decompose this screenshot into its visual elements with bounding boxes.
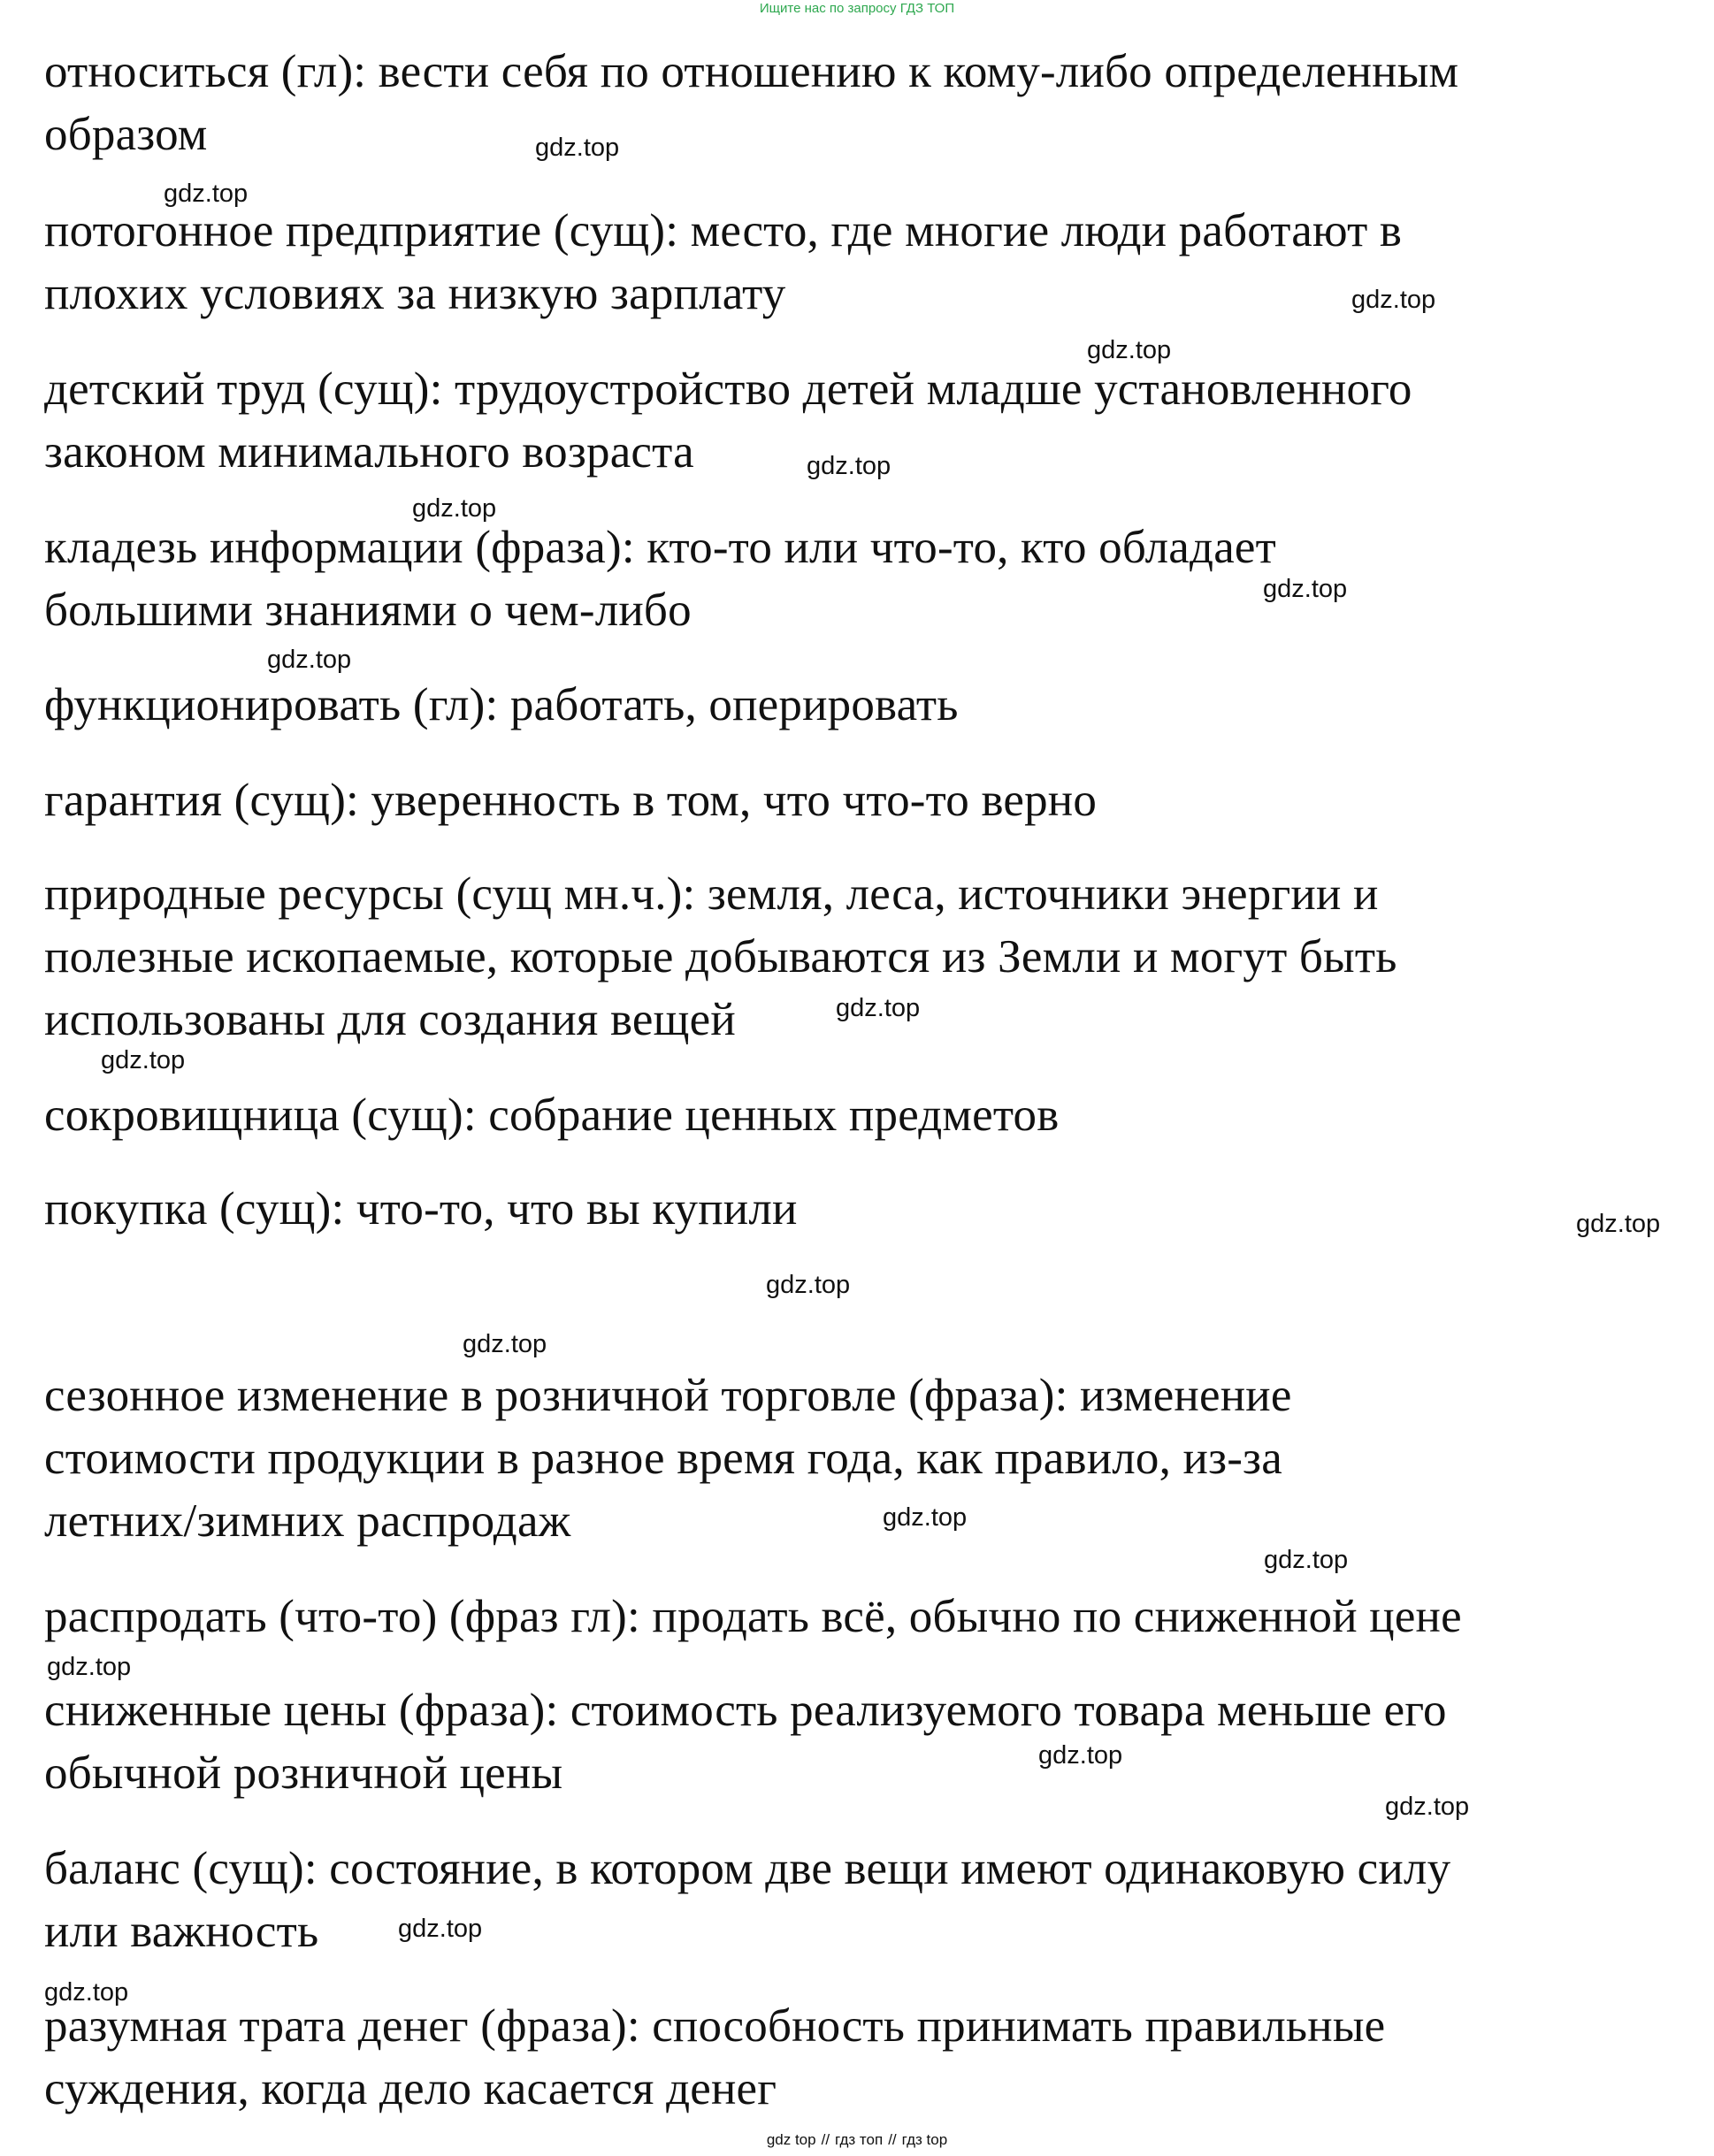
- definition-line: суждения, когда дело касается денег: [44, 2063, 777, 2114]
- watermark: gdz.top: [535, 134, 620, 162]
- definition-line: большими знаниями о чем-либо: [44, 585, 692, 636]
- definition-line: плохих условиях за низкую зарплату: [44, 268, 786, 319]
- watermark: gdz.top: [766, 1271, 851, 1299]
- definition-garantiya: [44, 769, 1618, 832]
- definition-balans: [44, 1838, 1618, 1963]
- watermark: gdz.top: [398, 1915, 483, 1943]
- definition-line: кладезь информации (фраза): кто-то или что-то, кто обладает: [44, 522, 1277, 573]
- definition-line: летних/зимних распродаж: [44, 1495, 571, 1547]
- definition-line: потогонное предприятие (сущ): место, где многие люди работают в: [44, 205, 1403, 256]
- definition-line: использованы для создания вещей: [44, 994, 736, 1045]
- watermark: gdz.top: [164, 180, 249, 208]
- watermark: gdz.top: [44, 1978, 129, 2007]
- footer-item: гдз топ: [835, 2131, 884, 2148]
- footer-separator: //: [888, 2131, 897, 2148]
- definition-funktsionirovat: [44, 674, 1618, 737]
- watermark: gdz.top: [412, 494, 497, 523]
- definition-rasprodat: [44, 1586, 1618, 1648]
- definition-line: сезонное изменение в розничной торговле (фраза): изменение: [44, 1370, 1292, 1421]
- watermark: gdz.top: [1576, 1210, 1661, 1238]
- definition-line: баланс (сущ): состояние, в котором две вещи имеют одинаковую силу: [44, 1843, 1451, 1894]
- definition-line: образом: [44, 109, 208, 160]
- bottom-banner: [0, 2129, 1714, 2151]
- definition-line: сниженные цены (фраза): стоимость реализуемого товара меньше его: [44, 1685, 1447, 1736]
- footer-item: гдз top: [901, 2131, 948, 2148]
- definition-prirodnye-resursy: [44, 863, 1618, 1051]
- definition-line: детский труд (сущ): трудоустройство детей младше установленного: [44, 363, 1412, 415]
- definition-kladez-informatsii: [44, 516, 1618, 642]
- definition-line: стоимости продукции в разное время года, как правило, из-за: [44, 1433, 1282, 1484]
- definition-line: законом минимального возраста: [44, 426, 694, 478]
- definition-line: полезные ископаемые, которые добываются из Земли и могут быть: [44, 931, 1397, 982]
- watermark: gdz.top: [47, 1653, 132, 1681]
- top-banner: Ищите нас по запросу ГДЗ ТОП: [759, 1, 955, 16]
- watermark: gdz.top: [1351, 286, 1436, 314]
- definition-line: или важность: [44, 1906, 319, 1957]
- watermark: gdz.top: [1263, 575, 1348, 603]
- definition-sezonnoe-izmenenie: [44, 1365, 1618, 1553]
- definition-pokupka: [44, 1178, 1618, 1241]
- definition-line: распродать (что-то) (фраз гл): продать всё, обычно по сниженной цене: [44, 1591, 1462, 1642]
- footer-separator: //: [821, 2131, 830, 2148]
- watermark: gdz.top: [1385, 1793, 1470, 1821]
- footer-item: gdz top: [766, 2131, 816, 2148]
- watermark: gdz.top: [267, 646, 352, 674]
- definition-line: гарантия (сущ): уверенность в том, что что-то верно: [44, 775, 1098, 826]
- definition-line: относиться (гл): вести себя по отношению к кому-либо определенным: [44, 46, 1459, 97]
- definition-line: покупка (сущ): что-то, что вы купили: [44, 1183, 798, 1235]
- watermark: gdz.top: [836, 994, 921, 1022]
- watermark: gdz.top: [1264, 1546, 1349, 1574]
- watermark: gdz.top: [463, 1330, 547, 1358]
- definition-snizhennye-tseny: [44, 1679, 1618, 1805]
- definition-line: функционировать (гл): работать, оперировать: [44, 679, 959, 730]
- watermark: gdz.top: [807, 452, 891, 480]
- definition-line: сокровищница (сущ): собрание ценных предметов: [44, 1089, 1060, 1141]
- definition-sokrovishchnitsa: [44, 1084, 1618, 1147]
- definition-razumnaya-trata-deneg: [44, 1995, 1618, 2121]
- definition-otnositsya: [44, 41, 1618, 166]
- definition-line: природные ресурсы (сущ мн.ч.): земля, леса, источники энергии и: [44, 868, 1379, 920]
- watermark: gdz.top: [1087, 336, 1172, 364]
- watermark: gdz.top: [883, 1503, 968, 1532]
- watermark: gdz.top: [101, 1046, 186, 1074]
- definition-line: разумная трата денег (фраза): способность принимать правильные: [44, 2000, 1386, 2052]
- definition-line: обычной розничной цены: [44, 1747, 563, 1799]
- watermark: gdz.top: [1038, 1741, 1123, 1770]
